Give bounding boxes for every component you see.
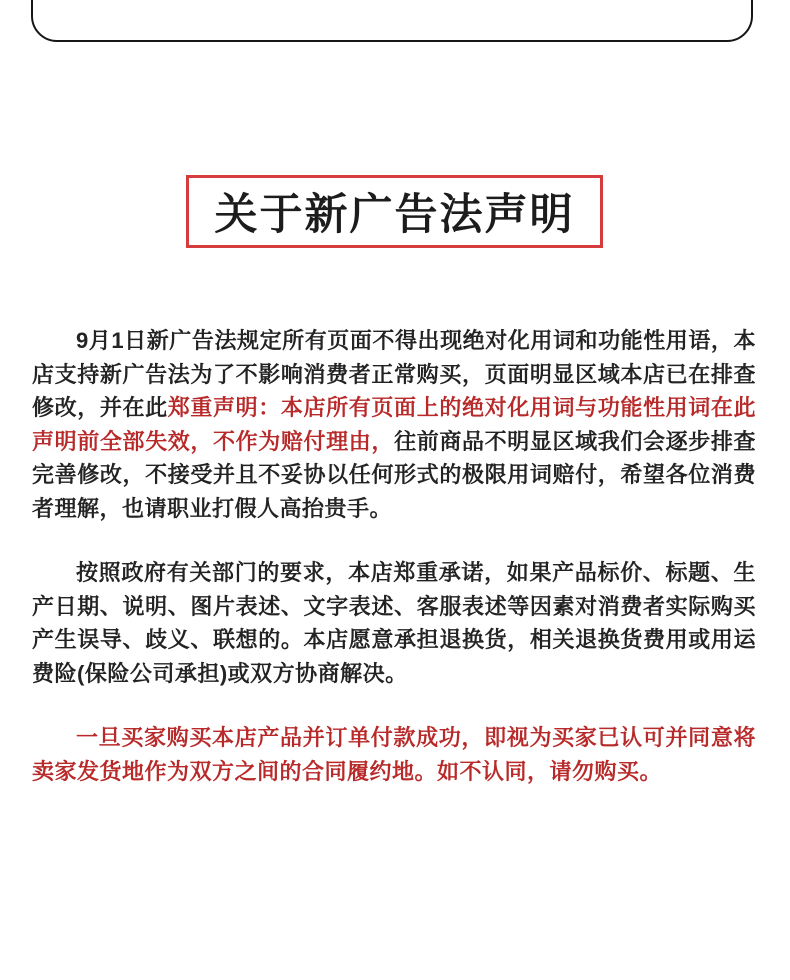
paragraph1-red-emphasis: 郑重声明：本店所有页面上的绝对化用词与功能性用词在此声明前全部失效，不作为赔付理由， [32, 395, 756, 454]
statement-paragraph-2: 按照政府有关部门的要求，本店郑重承诺，如果产品标价、标题、生产日期、说明、图片表述、文字表述、客服表述等因素对消费者实际购买产生误导、歧义、联想的。本店愿意承担退换货，相关退换货费用或用运费险(保险公司承担)或双方协商解决。 [32, 560, 756, 686]
statement-title: 关于新广告法声明 [214, 191, 575, 239]
statement-paragraph-1 [32, 324, 756, 525]
product-card-border [31, 0, 753, 42]
statement-body [32, 324, 756, 819]
paragraph1-black-tail: 往前商品不明显区域我们会逐步排查完善修改，不接受并且不妥协以任何形式的极限用词赔付，希望各位消费者理解，也请职业打假人高抬贵手。 [32, 428, 756, 521]
statement-paragraph-3: 一旦买家购买本店产品并订单付款成功，即视为买家已认可并同意将卖家发货地作为双方之间的合同履约地。如不认同，请勿购买。 [32, 725, 756, 784]
paragraph1-black-lead: 9月1日新广告法规定所有页面不得出现绝对化用词和功能性用语，本店支持新广告法为了不影响消费者正常购买，页面明显区域本店已在排查修改，并在此 [32, 328, 756, 420]
statement-title-box [186, 175, 603, 248]
